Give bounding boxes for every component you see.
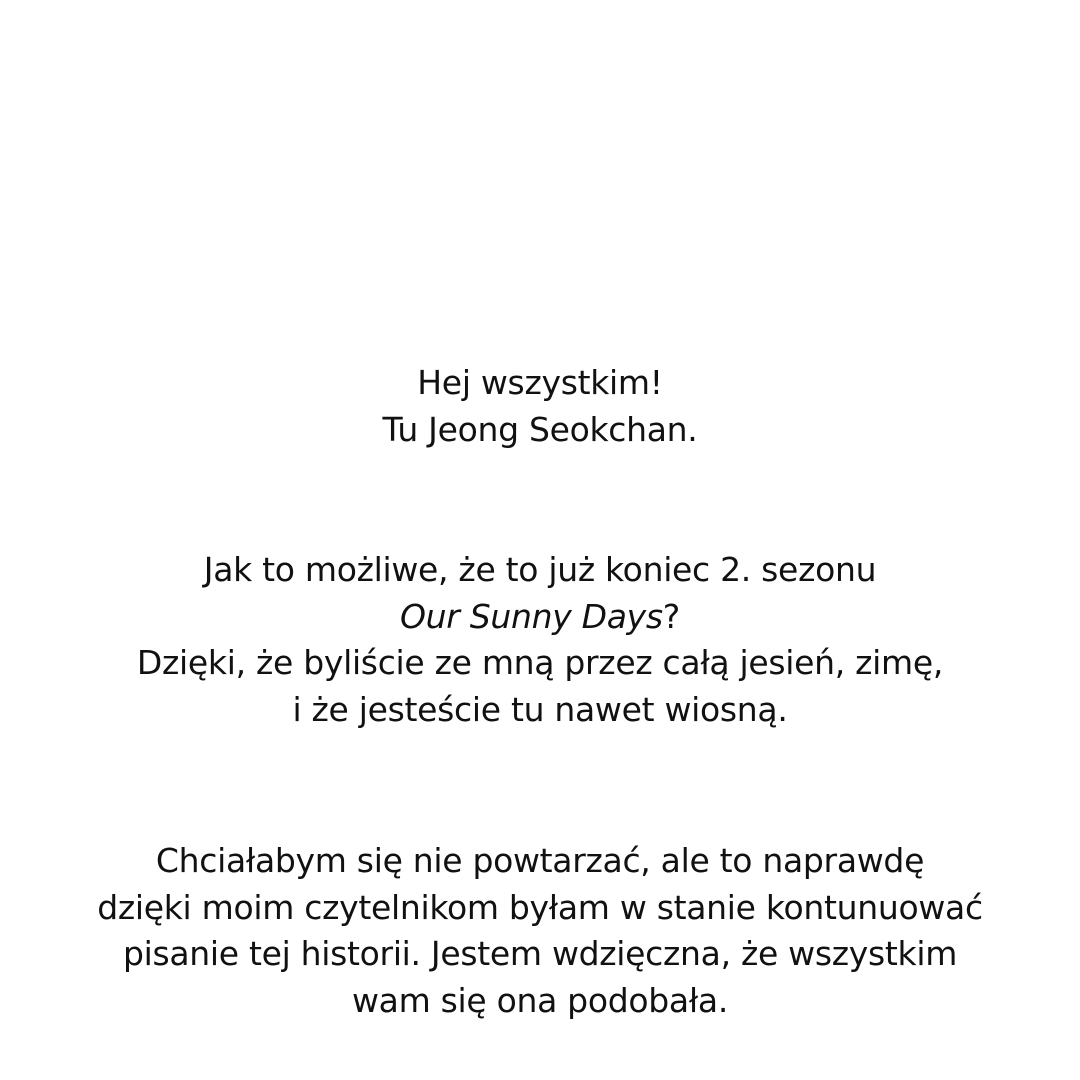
season-line-4: i że jesteście tu nawet wiosną. (292, 689, 788, 729)
season-line-3: Dzięki, że byliście ze mną przez całą jesień, zimę, (136, 643, 944, 682)
series-title-suffix: ? (662, 596, 681, 636)
thanks-line-2: dzięki moim czytelnikom byłam w stanie kontunuować (97, 887, 983, 927)
season-paragraph (0, 547, 1080, 733)
thanks-line-1: Chciałabym się nie powtarzać, ale to naprawdę (155, 841, 925, 880)
greeting-paragraph (0, 360, 1080, 453)
thanks-paragraph (0, 838, 1080, 1024)
thanks-line-4: wam się ona podobała. (351, 980, 729, 1020)
season-title-line (0, 594, 1080, 641)
season-line-1: Jak to możliwe, że to już koniec 2. sezonu (203, 550, 877, 589)
greeting-line-1: Hej wszystkim! (417, 363, 663, 402)
greeting-line-2: Tu Jeong Seokchan. (382, 409, 698, 449)
series-title: Our Sunny Days (399, 596, 663, 636)
thanks-line-3: pisanie tej historii. Jestem wdzięczna, że wszystkim (122, 934, 958, 973)
